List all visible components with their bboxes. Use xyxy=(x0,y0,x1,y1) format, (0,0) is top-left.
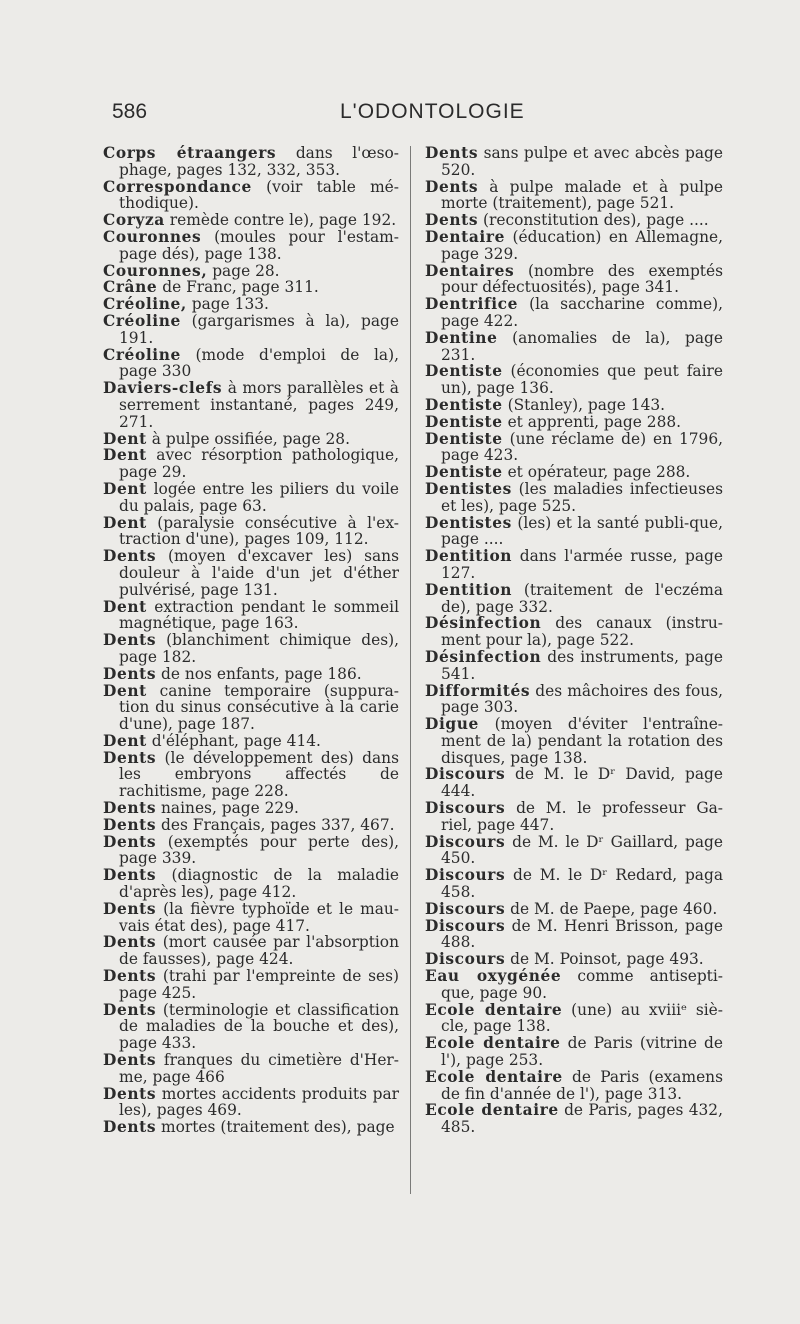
index-entry-text: de nos enfants, page 186. xyxy=(161,664,362,683)
index-entry xyxy=(425,918,723,952)
index-entry-term: Coryza xyxy=(103,211,165,230)
index-entry-term: Dentistes xyxy=(425,479,512,498)
index-entry xyxy=(103,733,399,750)
index-entry-text: (le développement des) dans les embryons affectés de rachitisme, page 228. xyxy=(119,748,399,801)
index-entry xyxy=(103,750,399,800)
index-entry-term: Dents xyxy=(103,815,157,834)
index-entry-text: mortes accidents produits par les), pages 469. xyxy=(119,1084,399,1120)
index-entry-term: Dentition xyxy=(425,580,513,599)
index-entry xyxy=(425,481,723,515)
index-entry-term: Dentiste xyxy=(425,463,503,482)
index-entry-text: (nombre des exemptés pour défectuosités), page 341. xyxy=(441,261,723,297)
index-entry-text: (la fièvre typhoïde et le mau-vais état des), page 417. xyxy=(119,899,399,935)
index-entry-text: (une) au xviiiᵉ siè-cle, page 138. xyxy=(441,1000,723,1036)
index-entry xyxy=(425,464,723,481)
index-entry-term: Dent xyxy=(103,731,147,750)
index-entry xyxy=(103,431,399,448)
index-entry-text: (Stanley), page 143. xyxy=(507,395,666,414)
index-entry xyxy=(103,1086,399,1120)
index-entry xyxy=(103,212,399,229)
index-entry-text: de M. le Dʳ Gaillard, page 450. xyxy=(441,832,723,868)
index-entry xyxy=(103,599,399,633)
index-entry-text: (moyen d'éviter l'entraîne-ment de la) pendant la rotation des disques, page 138. xyxy=(441,715,723,767)
index-entry-term: Créoline, xyxy=(103,295,187,314)
index-entry-text: dans l'œso-phage, pages 132, 332, 353. xyxy=(119,144,399,179)
index-entry-text: (une réclame de) en 1796, page 423. xyxy=(441,429,723,465)
index-entry-term: Digue xyxy=(425,715,479,734)
index-entry-term: Dentiste xyxy=(425,429,503,448)
index-entry-term: Dentaires xyxy=(425,261,515,280)
index-entry-term: Discours xyxy=(425,832,506,851)
index-entry-term: Dentrifice xyxy=(425,295,519,314)
index-entry-term: Dents xyxy=(103,832,157,851)
index-entry-text: (la saccharine comme), page 422. xyxy=(441,295,723,330)
index-entry-term: Discours xyxy=(425,799,506,818)
index-entry-text: de M. de Paepe, page 460. xyxy=(510,899,718,918)
index-entry-term: Difformités xyxy=(425,681,531,700)
index-entry-text: dans l'armée russe, page 127. xyxy=(441,547,723,582)
index-entry-text: à mors parallèles et à serrement instantané, pages 249, 271. xyxy=(119,379,399,431)
index-entry xyxy=(103,968,399,1002)
index-entry-text: d'éléphant, page 414. xyxy=(151,731,321,750)
index-entry-text: remède contre le), page 192. xyxy=(169,211,397,230)
index-entry xyxy=(425,901,723,918)
index-entry-term: Dents xyxy=(425,177,479,196)
index-entry xyxy=(103,800,399,817)
index-entry-term: Dents xyxy=(103,967,157,986)
index-entry xyxy=(103,867,399,901)
index-entry-term: Désinfection xyxy=(425,614,542,633)
index-entry-term: Dents xyxy=(103,547,157,566)
index-entry xyxy=(103,279,399,296)
running-title: L'ODONTOLOGIE xyxy=(340,100,525,123)
index-entry-text: et apprenti, page 288. xyxy=(507,412,682,431)
index-entry xyxy=(425,1102,723,1136)
index-entry-term: Dent xyxy=(103,597,147,616)
index-entry-text: de M. le professeur Ga-riel, page 447. xyxy=(441,799,723,834)
index-entry xyxy=(425,330,723,364)
index-entry-term: Dent xyxy=(103,681,147,700)
index-entry xyxy=(425,649,723,683)
index-entry-text: franques du cimetière d'Her-me, page 466 xyxy=(119,1051,399,1086)
index-entry-term: Dents xyxy=(103,1051,157,1070)
index-entry xyxy=(103,296,399,313)
index-entry xyxy=(425,515,723,549)
index-entry-text: de M. Henri Brisson, page 488. xyxy=(441,916,723,952)
index-entry-term: Dents xyxy=(103,933,157,952)
index-entry xyxy=(425,615,723,649)
index-entry xyxy=(103,347,399,381)
index-entry-text: (traitement de l'eczéma de), page 332. xyxy=(441,580,723,616)
index-entry xyxy=(103,666,399,683)
index-entry-text: (terminologie et classification de maladies de la bouche et des), page 433. xyxy=(119,1000,399,1053)
index-entry-term: Discours xyxy=(425,765,506,784)
index-entry-text: (mort causée par l'absorption de fausses), page 424. xyxy=(119,933,399,969)
index-entry xyxy=(425,179,723,213)
index-entry-text: page 133. xyxy=(191,295,269,314)
index-entry xyxy=(425,548,723,582)
index-entry-text: avec résorption pathologique, page 29. xyxy=(119,446,399,482)
index-entry-text: extraction pendant le sommeil magnétique, page 163. xyxy=(119,597,399,633)
index-entry-text: (reconstitution des), page .... xyxy=(483,211,709,230)
index-entry-text: mortes (traitement des), page xyxy=(161,1118,395,1137)
index-entry-text: de Paris (examens de fin d'année de l'), page 313. xyxy=(441,1067,723,1103)
index-entry xyxy=(425,683,723,717)
index-entry-term: Créoline xyxy=(103,311,181,330)
index-entry xyxy=(425,414,723,431)
index-entry-term: Crâne xyxy=(103,278,158,297)
index-entry-text: (diagnostic de la maladie d'après les), page 412. xyxy=(119,866,399,902)
index-entry-text: comme antisepti-que, page 90. xyxy=(441,967,723,1002)
index-entry-term: Dent xyxy=(103,513,147,532)
index-entry xyxy=(425,800,723,834)
index-entry xyxy=(425,1002,723,1036)
index-entry-text: de M. le Dʳ Redard, paga 458. xyxy=(441,866,723,902)
index-entry xyxy=(103,515,399,549)
index-entry-text: des mâchoires des fous, page 303. xyxy=(441,681,723,717)
index-entry xyxy=(103,901,399,935)
index-entry-term: Dents xyxy=(103,899,157,918)
index-entry-term: Correspondance xyxy=(103,177,252,196)
index-entry xyxy=(425,363,723,397)
index-entry xyxy=(425,1069,723,1103)
index-entry xyxy=(103,481,399,515)
index-entry-text: de M. Poinsot, page 493. xyxy=(510,950,704,969)
index-entry-text: (blanchiment chimique des), page 182. xyxy=(119,631,399,666)
page-header xyxy=(112,100,688,130)
index-entry xyxy=(425,582,723,616)
index-entry-term: Daviers-clefs xyxy=(103,379,223,398)
index-entry xyxy=(425,145,723,179)
index-entry-text: page 28. xyxy=(212,261,280,280)
index-entry-term: Dentine xyxy=(425,328,498,347)
index-entry-text: et opérateur, page 288. xyxy=(507,463,691,482)
index-entry-term: Discours xyxy=(425,950,506,969)
index-entry-term: Couronnes xyxy=(103,227,202,246)
index-entry xyxy=(103,229,399,263)
index-entry-term: Corps étraangers xyxy=(103,144,277,162)
index-entry-term: Dent xyxy=(103,479,147,498)
index-entry-text: de Franc, page 311. xyxy=(162,278,319,297)
column-divider xyxy=(410,146,411,1194)
index-entry xyxy=(103,145,399,179)
index-entry-term: Dents xyxy=(103,631,157,650)
index-entry xyxy=(425,431,723,465)
index-entry-term: Dents xyxy=(103,1084,157,1103)
index-entry-term: Discours xyxy=(425,916,506,935)
index-entry-term: Créoline xyxy=(103,345,181,364)
index-entry-term: Dents xyxy=(425,144,479,162)
index-entry xyxy=(425,229,723,263)
index-entry-term: Dentiste xyxy=(425,395,503,414)
index-entry-text: à pulpe malade et à pulpe morte (traitement), page 521. xyxy=(441,177,723,213)
index-entry-term: Dent xyxy=(103,429,147,448)
index-entry-term: Dents xyxy=(103,748,157,767)
index-entry-text: logée entre les piliers du voile du palais, page 63. xyxy=(119,479,399,515)
index-column-left xyxy=(103,145,399,1136)
index-entry-term: Ecole dentaire xyxy=(425,1101,559,1120)
index-entry xyxy=(103,548,399,598)
index-entry-text: (exemptés pour perte des), page 339. xyxy=(119,832,399,868)
index-entry-text: (paralysie consécutive à l'ex-traction d'une), pages 109, 112. xyxy=(119,513,399,549)
index-entry-text: de M. le Dʳ David, page 444. xyxy=(441,765,723,801)
index-entry xyxy=(425,834,723,868)
index-entry xyxy=(103,447,399,481)
index-entry-text: (les) et la santé publi-que, page .... xyxy=(441,513,723,549)
index-entry-term: Dents xyxy=(103,664,157,683)
index-entry-term: Couronnes, xyxy=(103,261,208,280)
index-entry-term: Dentaire xyxy=(425,227,505,246)
index-entry xyxy=(103,934,399,968)
index-entry-text: (économies que peut faire un), page 136. xyxy=(441,362,723,398)
index-entry-text: (les maladies infectieuses et les), page 525. xyxy=(441,479,723,515)
page-number: 586 xyxy=(112,100,148,123)
index-entry-term: Dents xyxy=(103,799,157,818)
index-entry-text: des Français, pages 337, 467. xyxy=(161,815,395,834)
index-entry-term: Dents xyxy=(425,211,479,230)
index-entry xyxy=(103,632,399,666)
index-entry xyxy=(425,867,723,901)
index-entry-term: Dentiste xyxy=(425,412,503,431)
index-entry-text: de Paris, pages 432, 485. xyxy=(441,1101,723,1137)
index-entry xyxy=(425,212,723,229)
index-entry-term: Ecole dentaire xyxy=(425,1034,561,1053)
index-entry xyxy=(103,817,399,834)
index-entry xyxy=(425,296,723,330)
index-entry-term: Ecole dentaire xyxy=(425,1000,563,1019)
index-entry xyxy=(103,263,399,280)
index-entry-term: Dents xyxy=(103,866,157,885)
index-entry-term: Dents xyxy=(103,1000,157,1019)
index-entry-text: à pulpe ossifiée, page 28. xyxy=(151,429,350,448)
index-entry xyxy=(103,380,399,430)
index-entry-text: de Paris (vitrine de l'), page 253. xyxy=(441,1034,723,1070)
index-entry-text: (mode d'emploi de la), page 330 xyxy=(119,345,399,381)
index-entry-term: Dentiste xyxy=(425,362,503,381)
index-entry-text: (trahi par l'empreinte de ses) page 425. xyxy=(119,967,399,1002)
index-entry xyxy=(103,683,399,733)
index-entry-text: des instruments, page 541. xyxy=(441,647,723,683)
index-entry-term: Dents xyxy=(103,1118,157,1137)
index-entry-text: canine temporaire (suppura-tion du sinus consécutive à la carie d'une), page 187. xyxy=(119,681,399,734)
index-entry-term: Eau oxygénée xyxy=(425,967,562,986)
index-entry xyxy=(425,716,723,766)
index-entry xyxy=(103,1052,399,1086)
index-entry xyxy=(103,834,399,868)
index-entry-term: Discours xyxy=(425,899,506,918)
index-entry-term: Désinfection xyxy=(425,647,542,666)
index-entry-text: (éducation) en Allemagne, page 329. xyxy=(441,227,723,263)
index-entry-text: (moyen d'excaver les) sans douleur à l'aide d'un jet d'éther pulvérisé, page 131. xyxy=(119,547,399,599)
index-entry xyxy=(425,263,723,297)
index-entry-text: des canaux (instru-ment pour la), page 522. xyxy=(441,614,723,650)
index-entry-text: sans pulpe et avec abcès page 520. xyxy=(441,144,723,179)
index-entry-term: Dentistes xyxy=(425,513,512,532)
index-entry-text: (voir table mé-thodique). xyxy=(119,177,399,213)
index-entry xyxy=(425,1035,723,1069)
index-entry-term: Discours xyxy=(425,866,506,885)
index-entry-text: (anomalies de la), page 231. xyxy=(441,328,723,364)
index-entry xyxy=(425,766,723,800)
index-entry-text: (gargarismes à la), page 191. xyxy=(119,311,399,347)
index-entry xyxy=(103,1002,399,1052)
index-entry-text: naines, page 229. xyxy=(161,799,299,818)
index-entry xyxy=(103,1119,399,1136)
index-column-right xyxy=(425,145,723,1136)
index-entry xyxy=(425,968,723,1002)
index-entry xyxy=(425,397,723,414)
index-entry xyxy=(103,313,399,347)
index-entry xyxy=(103,179,399,213)
index-entry-text: (moules pour l'estam-page dés), page 138. xyxy=(119,227,399,263)
index-entry-term: Dentition xyxy=(425,547,513,566)
index-entry-term: Dent xyxy=(103,446,147,465)
index-entry-term: Ecole dentaire xyxy=(425,1067,563,1086)
index-entry xyxy=(425,951,723,968)
